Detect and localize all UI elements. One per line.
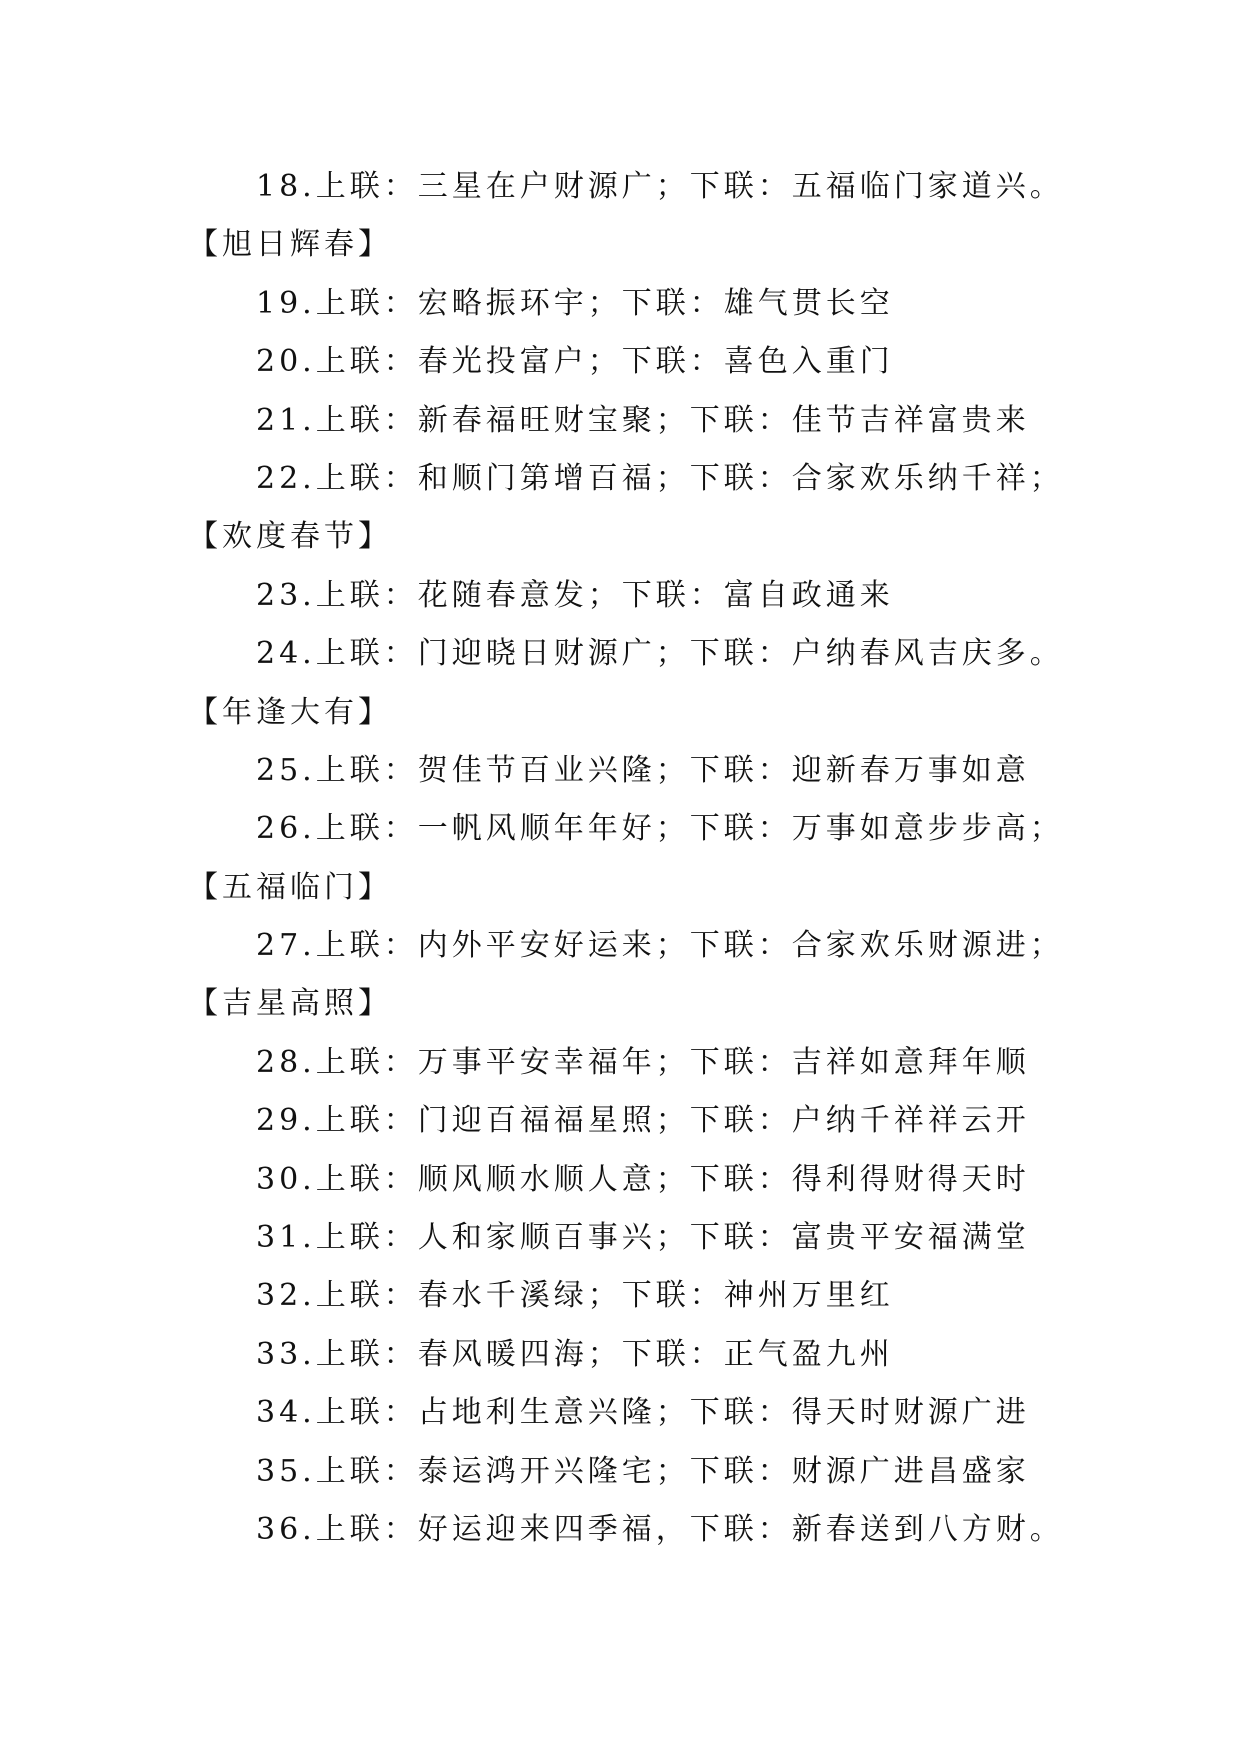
section-heading: 【旭日辉春】	[188, 227, 392, 263]
couplet-entry: 23.上联：花随春意发；下联：富自政通来	[256, 577, 894, 613]
couplet-entry: 35.上联：泰运鸿开兴隆宅；下联：财源广进昌盛家	[256, 1453, 1030, 1489]
couplet-entry: 19.上联：宏略振环宇；下联：雄气贯长空	[256, 285, 894, 321]
couplet-list	[0, 158, 1241, 1559]
couplet-entry: 34.上联：占地利生意兴隆；下联：得天时财源广进	[256, 1395, 1030, 1431]
couplet-entry: 30.上联：顺风顺水顺人意；下联：得利得财得天时	[256, 1161, 1030, 1197]
couplet-entry: 18.上联：三星在户财源广；下联：五福临门家道兴。	[256, 169, 1064, 204]
couplet-entry: 29.上联：门迎百福福星照；下联：户纳千祥祥云开	[256, 1103, 1030, 1139]
section-heading: 【欢度春节】	[188, 519, 392, 555]
couplet-entry: 25.上联：贺佳节百业兴隆；下联：迎新春万事如意	[256, 752, 1030, 788]
couplet-entry: 33.上联：春风暖四海；下联：正气盈九州	[256, 1336, 894, 1372]
section-heading: 【吉星高照】	[188, 986, 392, 1022]
section-heading: 【五福临门】	[188, 869, 392, 905]
couplet-entry: 28.上联：万事平安幸福年；下联：吉祥如意拜年顺	[256, 1044, 1030, 1080]
couplet-entry: 20.上联：春光投富户；下联：喜色入重门	[256, 344, 894, 380]
couplet-entry: 21.上联：新春福旺财宝聚；下联：佳节吉祥富贵来	[256, 402, 1030, 438]
couplet-entry: 26.上联：一帆风顺年年好；下联：万事如意步步高；	[256, 811, 1064, 847]
couplet-entry: 31.上联：人和家顺百事兴；下联：富贵平安福满堂	[256, 1220, 1030, 1256]
couplet-entry: 24.上联：门迎晓日财源广；下联：户纳春风吉庆多。	[256, 636, 1064, 672]
couplet-entry: 32.上联：春水千溪绿；下联：神州万里红	[256, 1278, 894, 1314]
couplet-entry: 36.上联：好运迎来四季福，下联：新春送到八方财。	[256, 1511, 1064, 1547]
couplet-entry: 22.上联：和顺门第增百福；下联：合家欢乐纳千祥；	[256, 460, 1064, 496]
section-heading: 【年逢大有】	[188, 694, 392, 730]
couplet-entry: 27.上联：内外平安好运来；下联：合家欢乐财源进；	[256, 928, 1064, 964]
